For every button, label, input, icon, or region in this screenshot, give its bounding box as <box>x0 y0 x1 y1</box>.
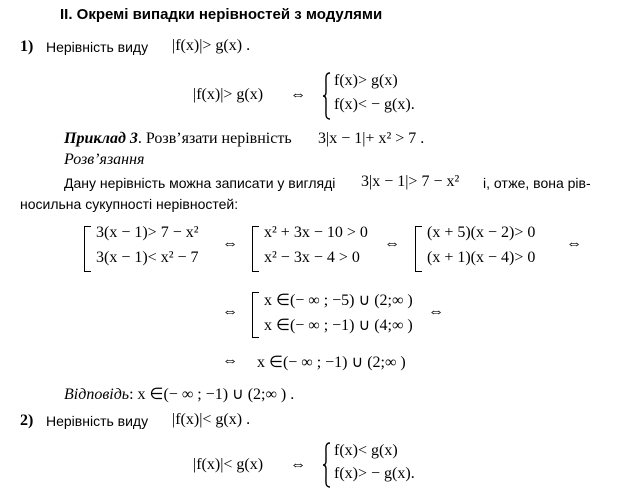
arrow-5: ⇔ <box>428 303 444 320</box>
set4 <box>252 290 422 340</box>
case2-sys-line2: f(x)> − g(x). <box>334 465 415 482</box>
case1-form: |f(x)|> g(x) . <box>172 37 251 54</box>
para1-start: Дану нерівність можна записати у вигляді <box>64 175 336 191</box>
example-inequality: 3|x − 1|+ x² > 7 . <box>318 130 425 147</box>
case1-eq-left: |f(x)|> g(x) <box>193 86 264 103</box>
case2-form: |f(x)|< g(x) . <box>172 411 251 428</box>
para1-end: і, отже, вона рів- <box>483 175 591 191</box>
curly-brace-icon <box>322 442 332 488</box>
bracket-icon <box>84 226 91 272</box>
case1-label: 1) <box>20 38 34 55</box>
set3-line2: (x + 1)(x − 4)> 0 <box>427 249 536 266</box>
arrow-3: ⇔ <box>566 235 582 252</box>
bracket-icon <box>252 292 259 338</box>
arrow-1: ⇔ <box>222 235 238 252</box>
arrow-4: ⇔ <box>222 303 238 320</box>
set1 <box>84 224 214 274</box>
para1-formula: 3|x − 1|> 7 − x² <box>361 173 460 190</box>
bracket-icon <box>252 226 259 272</box>
set3 <box>415 224 555 274</box>
case2-eq-left: |f(x)|< g(x) <box>193 456 264 473</box>
set2 <box>252 224 382 274</box>
set1-line2: 3(x − 1)< x² − 7 <box>96 249 199 266</box>
set2-line1: x² + 3x − 10 > 0 <box>264 224 368 241</box>
example-title: Приклад 3 <box>64 130 138 147</box>
arrow-6: ⇔ <box>222 352 238 369</box>
para2: носильна сукупності нерівностей: <box>20 196 239 212</box>
case1-text: Нерівність виду <box>46 39 149 55</box>
case1-sys-line1: f(x)> g(x) <box>334 72 398 89</box>
case1-arrow: ⇔ <box>290 86 306 103</box>
final-result: x ∈(− ∞ ; −1) ∪ (2;∞ ) <box>257 354 406 371</box>
answer-label: Відповідь <box>64 386 130 403</box>
answer <box>64 384 294 404</box>
set2-line2: x² − 3x − 4 > 0 <box>264 249 360 266</box>
arrow-2: ⇔ <box>384 235 400 252</box>
answer-value: : x ∈(− ∞ ; −1) ∪ (2;∞ ) . <box>129 386 295 403</box>
set3-line1: (x + 5)(x − 2)> 0 <box>427 224 536 241</box>
case2-arrow: ⇔ <box>290 456 306 473</box>
case1-sys-line2: f(x)< − g(x). <box>334 96 415 113</box>
section-title: II. Окремі випадки нерівностей з модулями <box>60 6 383 23</box>
case2-label: 2) <box>20 412 34 429</box>
case2-sys-line1: f(x)< g(x) <box>334 442 398 459</box>
example-heading <box>64 130 292 148</box>
example-title-rest: . Розв’язати нерівність <box>137 130 292 147</box>
set1-line1: 3(x − 1)> 7 − x² <box>96 224 199 241</box>
case2-text: Нерівність виду <box>46 413 149 429</box>
curly-brace-icon <box>322 72 332 120</box>
set4-line2: x ∈(− ∞ ; −1) ∪ (4;∞ ) <box>264 317 413 334</box>
case1-system <box>322 72 442 120</box>
bracket-icon <box>415 226 422 272</box>
solution-label: Розв’язання <box>64 151 145 168</box>
set4-line1: x ∈(− ∞ ; −5) ∪ (2;∞ ) <box>264 292 413 309</box>
case2-system <box>322 442 442 490</box>
